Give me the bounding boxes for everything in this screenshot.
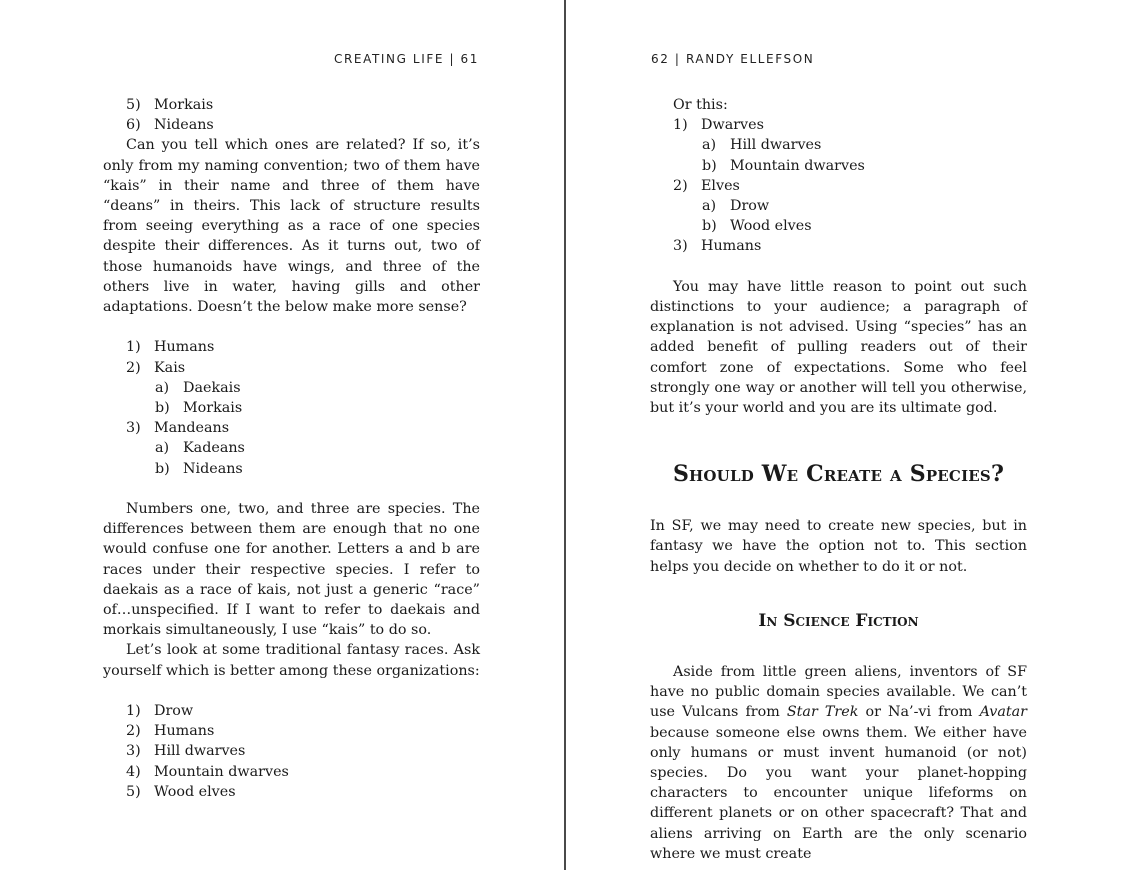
section-heading: Should We Create a Species? [672,461,1005,488]
sub-list-item: a) Daekais [155,379,241,396]
list-item: 2) Kais [126,359,186,376]
left-body [103,95,480,802]
sub-list-item: b) Morkais [155,400,243,417]
sub-list-item: b) Mountain dwarves [702,157,865,174]
list-item: 5) Wood elves [126,783,236,800]
sub-list-item: a) Kadeans [155,440,245,457]
list-item: 6) Nideans [126,117,214,134]
paragraph: Or this: [673,97,728,113]
list-item: 4) Mountain dwarves [126,763,289,780]
right-body [650,95,1027,864]
list-item: 3) Mandeans [126,420,230,437]
sub-list-item: b) Wood elves [702,218,812,235]
paragraph: Can you tell which ones are related? If so, it’s only from my naming convention; two of them have “kais” in their name and three of them have “deans” in theirs. This lack of structure results from seeing everything as a race of one species despite their differences. As it turns out, two of those humanoids have wings, and three of the others live in water, having gills and other adaptations. Doesn’t the below make more sense? [103,137,480,316]
subsection-heading: In Science Fiction [758,610,919,631]
paragraph: Let’s look at some traditional fantasy races. Ask yourself which is better among these organizations: [103,642,480,679]
list-item: 2) Humans [126,723,215,740]
paragraph: You may have little reason to point out such distinctions to your audience; a paragraph of explanation is not advised. Using “species” has an added benefit of pulling readers out of their comfort zone of expectations. Some who feel strongly one way or another will tell you otherwise, but it’s your world and you are its ultimate god. [650,278,1027,417]
running-head: 62 | RANDY ELLEFSON [651,52,815,66]
right-page [566,0,1127,870]
list-item: 1) Dwarves [673,117,764,134]
sub-list-item: a) Drow [702,198,770,215]
list-item: 1) Humans [126,339,215,356]
sub-list-item: a) Hill dwarves [702,137,822,154]
sub-list-item: b) Nideans [155,460,243,477]
paragraph: In SF, we may need to create new species, but in fantasy we have the option not to. This section helps you decide on whether to do it or not. [650,518,1027,575]
list-item: 1) Drow [126,703,194,720]
paragraph: Numbers one, two, and three are species. The differences between them are enough that no one would confuse one for another. Letters a and b are races under their respective species. I refer to daekais as a race of kais, not just a generic “race” of…unspecified. If I want to refer to daekais and morkais simultaneously, I use “kais” to do so. [103,501,480,639]
running-head: CREATING LIFE | 61 [334,52,479,66]
list-item: 5) Morkais [126,97,214,113]
list-item: 3) Humans [673,238,762,255]
list-item: 2) Elves [673,177,740,194]
list-item: 3) Hill dwarves [126,743,246,760]
paragraph: Aside from little green aliens, inventors of SF have no public domain species available. We can’t use Vulcans from Star Trek or Na’-vi from Avatar because someone else owns them. We either have only humans or must invent humanoid (or not) species. Do you want your planet-hopping characters to encounter unique lifeforms on different planets or on other spacecraft? That and aliens arriving on Earth are the only scenario where we must create [650,664,1028,862]
